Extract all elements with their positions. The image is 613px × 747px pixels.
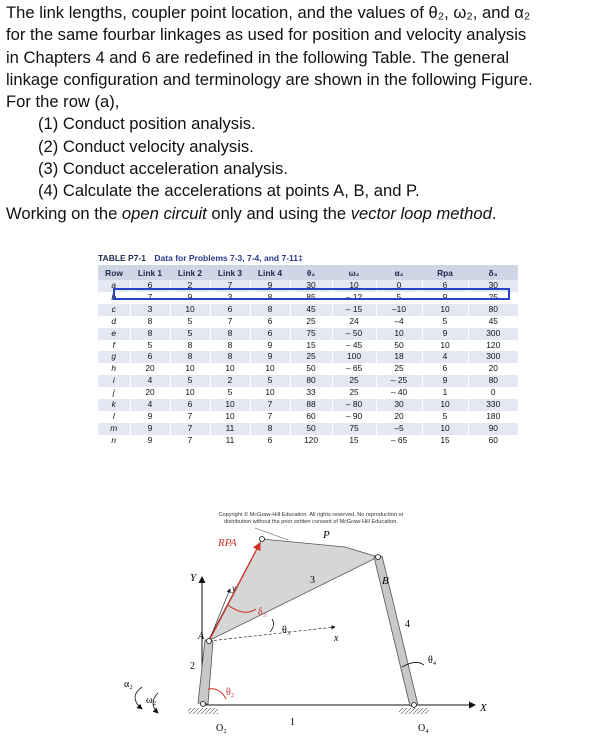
table-row: [98, 340, 518, 352]
table-cell: –10: [376, 304, 422, 316]
table-cell: 75: [290, 328, 332, 340]
row-id-cell: a: [98, 280, 130, 292]
ground-o4: [399, 708, 429, 714]
table-cell: 25: [376, 363, 422, 375]
table-cell: 300: [468, 328, 518, 340]
column-header: δ₃: [468, 265, 518, 280]
table-cell: 9: [250, 280, 290, 292]
table-cell: 11: [210, 423, 250, 435]
column-header: Link 2: [170, 265, 210, 280]
table-cell: 6: [250, 316, 290, 328]
table-cell: 25: [290, 351, 332, 363]
problem-line: The link lengths, coupler point location, and the values of θ₂, ω₂, and α₂: [6, 3, 531, 22]
table-cell: 8: [250, 292, 290, 304]
table-cell: –4: [376, 316, 422, 328]
column-header: Row: [98, 265, 130, 280]
table-cell: 60: [468, 435, 518, 447]
table-cell: 8: [130, 316, 170, 328]
table-row: [98, 328, 518, 340]
table-cell: –5: [376, 423, 422, 435]
table-cell: 24: [332, 316, 376, 328]
table-cell: 45: [290, 304, 332, 316]
table-cell: 8: [170, 351, 210, 363]
table-cell: 10: [250, 387, 290, 399]
problem-statement: [6, 2, 610, 225]
linkage-figure: [120, 527, 500, 747]
table-cell: 7: [210, 280, 250, 292]
table-cell: 100: [332, 351, 376, 363]
table-cell: 90: [468, 423, 518, 435]
row-id-cell: k: [98, 399, 130, 411]
final-instruction: Working on the open circuit only and using the vector loop method.: [6, 203, 497, 223]
table-cell: 5: [170, 316, 210, 328]
label-link-3: 3: [310, 575, 315, 586]
column-header: θ₂: [290, 265, 332, 280]
label-delta3: δ₃: [258, 607, 267, 618]
table-cell: – 12: [332, 292, 376, 304]
problem-line: linkage configuration and terminology are shown in the following Figure.: [6, 69, 533, 89]
label-link-1: 1: [290, 717, 295, 728]
table-row: [98, 363, 518, 375]
table-cell: 9: [422, 375, 468, 387]
table-cell: 10: [170, 304, 210, 316]
table-cell: 25: [332, 387, 376, 399]
table-cell: 120: [468, 340, 518, 352]
table-cell: 10: [422, 304, 468, 316]
row-id-cell: b: [111, 291, 117, 302]
table-cell: 4: [422, 351, 468, 363]
table-cell: 6: [130, 351, 170, 363]
task-item: (2) Conduct velocity analysis.: [38, 136, 254, 156]
table-cell: 180: [468, 411, 518, 423]
table-body: [98, 280, 518, 447]
table-row: [98, 292, 518, 304]
copyright-notice: Copyright © McGraw-Hill Education. All rights reserved. No reproduction or distribution without the prior written consent of McGraw-Hill Education.: [218, 512, 404, 525]
row-id-cell: l: [112, 410, 115, 421]
label-alpha2: α₂: [124, 679, 133, 690]
table-row: [98, 351, 518, 363]
emphasis-vector-loop: vector loop method: [350, 203, 492, 223]
table-cell: 20: [468, 363, 518, 375]
table-cell: 7: [170, 411, 210, 423]
theta2-arc: [208, 689, 226, 699]
table-cell: 6: [250, 435, 290, 447]
table-row: [98, 280, 518, 292]
table-cell: 9: [130, 411, 170, 423]
label-y-local: y: [232, 583, 236, 593]
label-a: A: [198, 631, 205, 642]
table-cell: – 50: [332, 328, 376, 340]
rocker-link-4: [374, 556, 418, 706]
table-cell: 10: [422, 399, 468, 411]
problem-line: in Chapters 4 and 6 are redefined in the following Table. The general: [6, 47, 510, 67]
table-cell: 10: [210, 411, 250, 423]
table-caption: [98, 251, 518, 265]
crank-link-2: [198, 640, 213, 704]
table-cell: 30: [468, 280, 518, 292]
table-cell: 10: [422, 423, 468, 435]
row-id-cell: m: [98, 423, 130, 435]
table-header-row: [98, 265, 518, 280]
row-id-cell: i: [98, 375, 130, 387]
table-cell: 50: [290, 363, 332, 375]
table-cell: 25: [290, 316, 332, 328]
table-cell: 30: [376, 399, 422, 411]
table-cell: 60: [290, 411, 332, 423]
table-cell: 33: [290, 387, 332, 399]
table-cell: 7: [210, 316, 250, 328]
table-cell: – 65: [376, 435, 422, 447]
table-cell: 10: [210, 399, 250, 411]
table-cell: 8: [210, 340, 250, 352]
column-header: Link 3: [210, 265, 250, 280]
table-cell: 5: [250, 375, 290, 387]
joint-a: [207, 639, 212, 644]
table-cell: 9: [170, 292, 210, 304]
table-cell: 20: [130, 363, 170, 375]
table-cell: 5: [376, 292, 422, 304]
emphasis-open-circuit: open circuit: [121, 203, 207, 223]
label-b: B: [382, 575, 389, 587]
table-cell: 3: [210, 292, 250, 304]
table-cell: 10: [332, 280, 376, 292]
column-header: Link 1: [130, 265, 170, 280]
joint-b: [376, 555, 381, 560]
row-id-cell: n: [111, 434, 117, 445]
table-cell: 45: [468, 316, 518, 328]
column-header: Rpa: [422, 265, 468, 280]
table-cell: 5: [170, 328, 210, 340]
label-rpa: RPA: [218, 537, 237, 549]
table-cell: – 80: [332, 399, 376, 411]
table-title: Data for Problems 7-3, 7-4, and 7-11‡: [154, 253, 303, 263]
table-cell: 75: [332, 423, 376, 435]
table-cell: 8: [210, 328, 250, 340]
table-cell: 4: [130, 399, 170, 411]
table-cell: 5: [210, 387, 250, 399]
table-cell: 80: [290, 375, 332, 387]
table-cell: 10: [210, 363, 250, 375]
table-cell: 50: [376, 340, 422, 352]
label-theta4: θ₄: [428, 655, 437, 666]
table-cell: 1: [422, 387, 468, 399]
problem-line: for the same fourbar linkages as used for position and velocity analysis: [6, 25, 527, 45]
table-cell: 9: [130, 435, 170, 447]
table-cell: 80: [468, 375, 518, 387]
table-row: [98, 435, 518, 447]
column-header: α₂: [376, 265, 422, 280]
table-cell: 0: [376, 280, 422, 292]
label-p: P: [323, 529, 330, 541]
table-cell: 8: [210, 351, 250, 363]
table-cell: 15: [290, 340, 332, 352]
label-link-4: 4: [405, 619, 410, 630]
table-cell: 6: [130, 280, 170, 292]
alpha2-arrow: [135, 687, 142, 709]
row-id-cell: h: [111, 363, 117, 374]
row-id-cell: c: [98, 304, 130, 316]
table-row: [98, 423, 518, 435]
table-cell: 10: [250, 363, 290, 375]
table-cell: – 25: [376, 375, 422, 387]
data-table-block: [98, 251, 518, 447]
table-cell: 3: [130, 304, 170, 316]
table-cell: 10: [422, 340, 468, 352]
table-cell: 25: [468, 292, 518, 304]
column-header: ω₂: [332, 265, 376, 280]
table-cell: – 45: [332, 340, 376, 352]
table-cell: 9: [250, 340, 290, 352]
table-cell: 7: [250, 399, 290, 411]
table-cell: 20: [130, 387, 170, 399]
label-theta3: θ₃: [282, 625, 291, 636]
label-x-axis: X: [480, 702, 487, 714]
table-cell: 8: [250, 423, 290, 435]
point-p: [260, 537, 265, 542]
table-cell: 6: [250, 328, 290, 340]
table-label: TABLE P7-1: [98, 253, 147, 263]
table-cell: 18: [376, 351, 422, 363]
task-item: (1) Conduct position analysis.: [38, 114, 256, 134]
table-cell: 80: [468, 304, 518, 316]
table-cell: 7: [170, 435, 210, 447]
table-cell: 9: [422, 328, 468, 340]
label-o2: O₂: [216, 723, 227, 734]
column-header: Link 4: [250, 265, 290, 280]
problem-line: For the row (a),: [6, 92, 120, 112]
label-link-2: 2: [190, 661, 195, 672]
table-cell: 8: [130, 328, 170, 340]
table-cell: 6: [210, 304, 250, 316]
label-o4: O₄: [418, 723, 429, 734]
row-id-cell: d: [111, 315, 117, 326]
table-row: [98, 304, 518, 316]
table-cell: 4: [130, 375, 170, 387]
table-cell: 30: [290, 280, 332, 292]
table-cell: 5: [130, 340, 170, 352]
label-y-axis: Y: [190, 572, 197, 584]
table-cell: 11: [210, 435, 250, 447]
row-id-cell: f: [112, 339, 115, 350]
table-cell: 6: [170, 399, 210, 411]
table-cell: 6: [422, 363, 468, 375]
table-cell: 50: [290, 423, 332, 435]
table-cell: 6: [422, 280, 468, 292]
table-cell: 330: [468, 399, 518, 411]
table-cell: 120: [290, 435, 332, 447]
table-cell: 8: [170, 340, 210, 352]
table-cell: 9: [422, 292, 468, 304]
task-item: (4) Calculate the accelerations at points A, B, and P.: [38, 181, 420, 201]
table-cell: 20: [376, 411, 422, 423]
table-row: [98, 411, 518, 423]
ground-pivot-o2: [201, 702, 206, 707]
theta3-arc: [270, 619, 274, 632]
table-cell: 2: [170, 280, 210, 292]
table-cell: 7: [250, 411, 290, 423]
table-cell: 10: [376, 328, 422, 340]
table-cell: 0: [468, 387, 518, 399]
table-cell: 5: [170, 375, 210, 387]
ground-o2: [188, 708, 218, 714]
table-row: [98, 316, 518, 328]
table-cell: 85: [290, 292, 332, 304]
table-cell: – 15: [332, 304, 376, 316]
table-cell: 25: [332, 375, 376, 387]
table-cell: 9: [250, 351, 290, 363]
table-cell: 15: [332, 435, 376, 447]
table-cell: – 90: [332, 411, 376, 423]
table-cell: 300: [468, 351, 518, 363]
table-cell: 9: [130, 423, 170, 435]
table-cell: 10: [170, 387, 210, 399]
task-item: (3) Conduct acceleration analysis.: [38, 159, 288, 179]
label-x-local: x: [334, 633, 339, 644]
table-cell: 7: [130, 292, 170, 304]
table-cell: – 40: [376, 387, 422, 399]
table-row: [98, 399, 518, 411]
row-id-cell: j: [112, 387, 115, 398]
table-cell: 7: [170, 423, 210, 435]
table-cell: 5: [422, 316, 468, 328]
row-id-cell: e: [98, 328, 130, 340]
row-id-cell: g: [98, 351, 130, 363]
table-cell: 15: [422, 435, 468, 447]
table-cell: 10: [170, 363, 210, 375]
ground-pivot-o4: [412, 703, 417, 708]
table-cell: 88: [290, 399, 332, 411]
table-cell: 8: [250, 304, 290, 316]
label-omega2: ω₂: [146, 695, 157, 706]
table-cell: 5: [422, 411, 468, 423]
table-row: [98, 387, 518, 399]
data-table: [98, 265, 518, 447]
table-cell: 2: [210, 375, 250, 387]
table-row: [98, 375, 518, 387]
label-theta2: θ₂: [226, 687, 235, 698]
table-cell: – 65: [332, 363, 376, 375]
